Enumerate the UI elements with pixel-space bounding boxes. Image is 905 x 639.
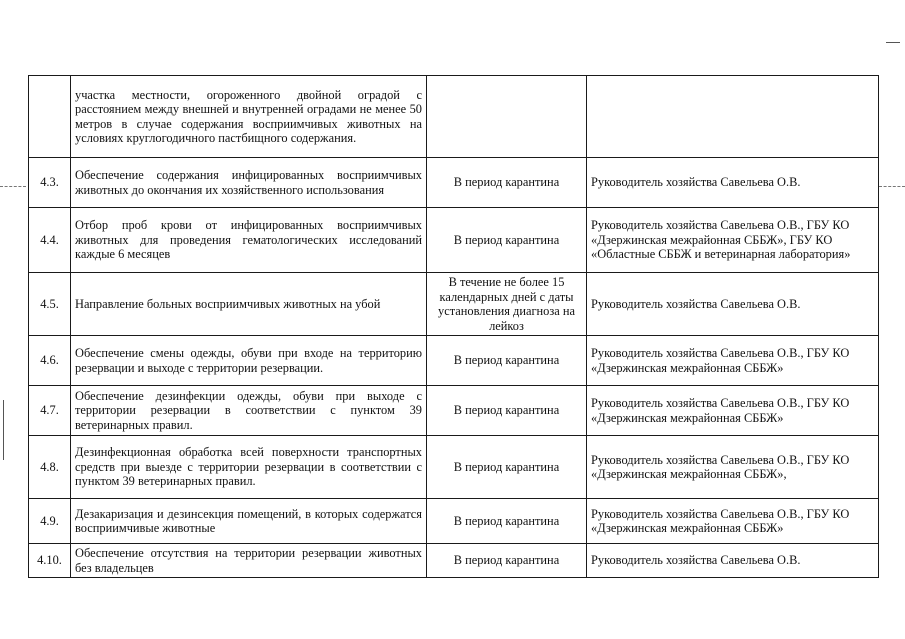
row-number-cell: 4.8. [29, 436, 71, 499]
responsible-cell: Руководитель хозяйства Савельева О.В., ГБУ КО «Дзержинская межрайонная СББЖ» [587, 386, 879, 436]
measure-description-cell: Обеспечение отсутствия на территории резервации животных без владельцев [71, 544, 427, 578]
responsible-cell: Руководитель хозяйства Савельева О.В. [587, 544, 879, 578]
measure-description-cell: Обеспечение смены одежды, обуви при входе на территорию резервации и выходе с территории резервации. [71, 336, 427, 386]
responsible-cell: Руководитель хозяйства Савельева О.В., ГБУ КО «Дзержинская межрайонная СББЖ», [587, 436, 879, 499]
deadline-cell: В период карантина [427, 336, 587, 386]
table-row [29, 499, 879, 544]
measure-description-cell: Отбор проб крови от инфицированных восприимчивых животных для проведения гематологических исследований каждые 6 месяцев [71, 208, 427, 273]
measure-description-cell: Направление больных восприимчивых животных на убой [71, 273, 427, 336]
measure-description-cell: участка местности, огороженного двойной оградой с расстоянием между внешней и внутренней оградами не менее 50 метров в случае содержания восприимчивых животных на условиях круглогодичного пастбищного содержания. [71, 76, 427, 158]
deadline-cell: В период карантина [427, 499, 587, 544]
table-row [29, 386, 879, 436]
row-number-cell: 4.9. [29, 499, 71, 544]
table-row [29, 158, 879, 208]
responsible-cell: Руководитель хозяйства Савельева О.В. [587, 273, 879, 336]
table-row [29, 273, 879, 336]
table-row [29, 76, 879, 158]
deadline-cell: В период карантина [427, 544, 587, 578]
deadline-cell: В период карантина [427, 208, 587, 273]
row-number-cell [29, 76, 71, 158]
row-number-cell: 4.7. [29, 386, 71, 436]
responsible-cell [587, 76, 879, 158]
table-row [29, 336, 879, 386]
measure-description-cell: Обеспечение дезинфекции одежды, обуви при выходе с территории резервации в соответствии с пунктом 39 ветеринарных правил. [71, 386, 427, 436]
deadline-cell: В период карантина [427, 158, 587, 208]
responsible-cell: Руководитель хозяйства Савельева О.В., ГБУ КО «Дзержинская межрайонная СББЖ» [587, 336, 879, 386]
row-number-cell: 4.4. [29, 208, 71, 273]
deadline-cell: В период карантина [427, 436, 587, 499]
scan-mark-top-right [886, 42, 900, 43]
responsible-cell: Руководитель хозяйства Савельева О.В., ГБУ КО «Дзержинская межрайонная СББЖ», ГБУ КО «Областные СББЖ и ветеринарная лаборатория» [587, 208, 879, 273]
measure-description-cell: Дезинфекционная обработка всей поверхности транспортных средств при выезде с территории резервации в соответствии с пунктом 39 ветеринарных правил. [71, 436, 427, 499]
scan-mark-left-edge [3, 400, 4, 460]
measure-description-cell: Обеспечение содержания инфицированных восприимчивых животных до окончания их хозяйственного использования [71, 158, 427, 208]
scan-mark-right [879, 186, 905, 187]
measure-description-cell: Дезакаризация и дезинсекция помещений, в которых содержатся восприимчивые животные [71, 499, 427, 544]
deadline-cell [427, 76, 587, 158]
row-number-cell: 4.6. [29, 336, 71, 386]
table-row [29, 544, 879, 578]
table-row [29, 208, 879, 273]
scan-mark-left [0, 186, 26, 187]
table-row [29, 436, 879, 499]
deadline-cell: В течение не более 15 календарных дней с даты установления диагноза на лейкоз [427, 273, 587, 336]
responsible-cell: Руководитель хозяйства Савельева О.В. [587, 158, 879, 208]
responsible-cell: Руководитель хозяйства Савельева О.В., ГБУ КО «Дзержинская межрайонная СББЖ» [587, 499, 879, 544]
row-number-cell: 4.3. [29, 158, 71, 208]
measures-table [28, 75, 879, 578]
row-number-cell: 4.5. [29, 273, 71, 336]
row-number-cell: 4.10. [29, 544, 71, 578]
deadline-cell: В период карантина [427, 386, 587, 436]
